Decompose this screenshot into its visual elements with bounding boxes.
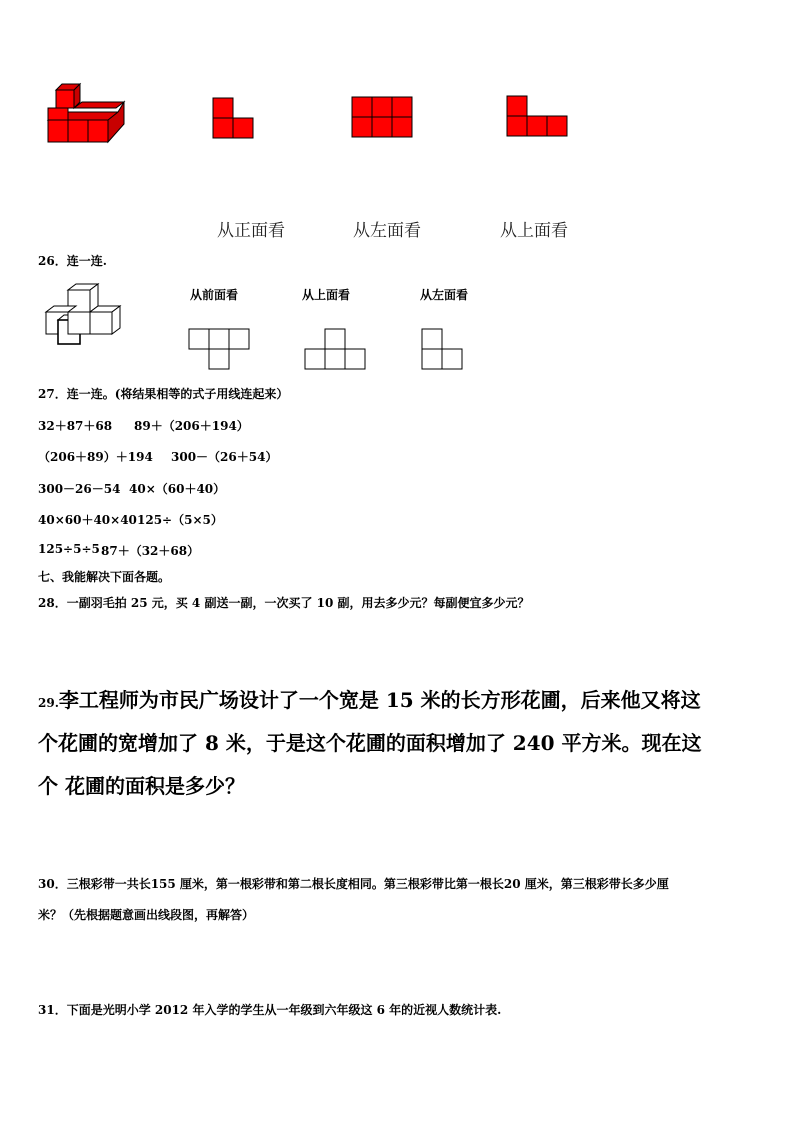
view-figure-front — [212, 97, 256, 139]
view-figure-left — [351, 96, 413, 138]
q29-line-3: 个 花圃的面积是多少？ — [38, 774, 245, 798]
q27-left-1: 32＋87＋68 — [38, 419, 113, 433]
q29-line-2: 个花圃的宽增加了 8 米，于是这个花圃的面积增加了 240 平方米。现在这 — [38, 731, 702, 755]
q29-number: 29. — [38, 696, 59, 710]
q31-text: 31．下面是光明小学 2012 年入学的学生从一年级到六年级这 6 年的近视人数统计表. — [38, 1003, 502, 1017]
q27-right-5: 87＋（32＋68） — [101, 544, 200, 558]
q30-line-2: 米？（先根据题意画出线段图，再解答） — [38, 908, 255, 922]
view-figure-top — [506, 95, 568, 137]
q26-label-left: 从左面看 — [420, 288, 469, 302]
view-label-left: 从左面看 — [353, 221, 421, 241]
q27-right-2: 300－（26＋54） — [171, 450, 278, 464]
q27-left-3: 300－26－54 — [38, 482, 121, 496]
q26-view-left — [421, 328, 463, 370]
q27-right-1: 89＋（206＋194） — [134, 419, 249, 433]
q26-label-top: 从上面看 — [302, 288, 351, 302]
q26-cube-figure — [42, 282, 126, 348]
q29-text-1: 李工程师为市民广场设计了一个宽是 15 米的长方形花圃，后来他又将这 — [58, 688, 701, 712]
q26-view-front — [188, 328, 250, 370]
cube-figure-3d — [44, 84, 126, 146]
q30-line-1: 30．三根彩带一共长155 厘米，第一根彩带和第二根长度相同。第三根彩带比第一根长20 厘米，第三根彩带长多少厘 — [38, 877, 669, 891]
view-label-top: 从上面看 — [500, 221, 568, 241]
q26-title: 26．连一连. — [38, 254, 107, 268]
q26-view-top — [304, 328, 366, 370]
section-7-title: 七、我能解决下面各题。 — [38, 570, 171, 584]
q27-left-4: 40×60＋40×40 — [38, 513, 137, 527]
q27-right-3: 40×（60＋40） — [129, 482, 226, 496]
q29-line-1 — [38, 689, 701, 714]
q27-left-2: （206＋89）＋194 — [38, 450, 153, 464]
q26-label-front: 从前面看 — [190, 288, 239, 302]
q28-text: 28．一副羽毛拍 25 元，买 4 副送一副，一次买了 10 副，用去多少元？每副便宜多少元？ — [38, 596, 530, 610]
q27-left-5: 125÷5÷5 — [38, 542, 100, 556]
q27-title: 27．连一连。(将结果相等的式子用线连起来） — [38, 387, 289, 401]
q27-right-4: 125÷（5×5） — [137, 513, 223, 527]
view-label-front: 从正面看 — [217, 221, 285, 241]
